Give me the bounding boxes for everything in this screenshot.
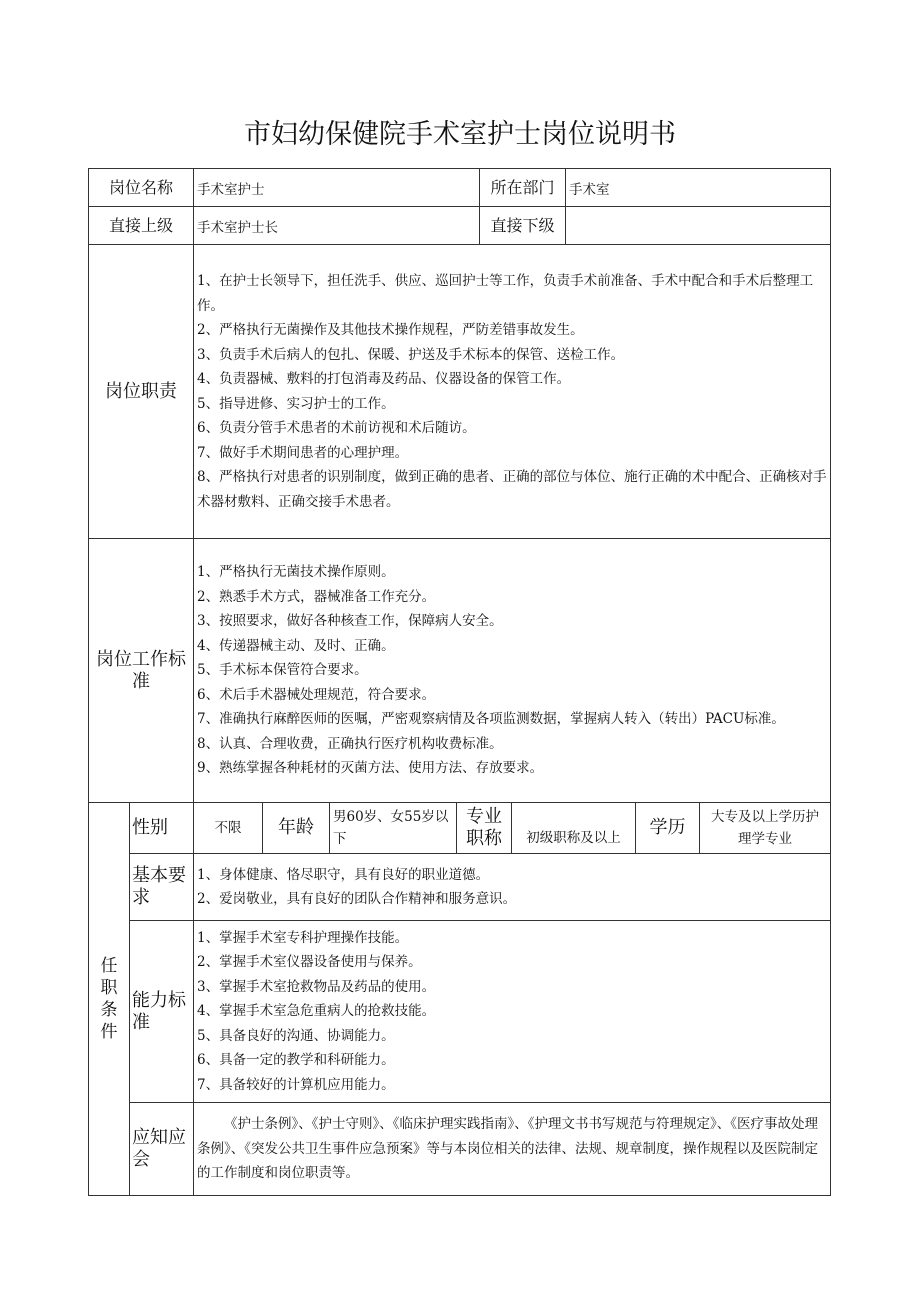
list-item: 4、掌握手术室急危重病人的抢救技能。 — [197, 1003, 436, 1020]
subordinate-value — [565, 206, 831, 245]
duties-label: 岗位职责 — [88, 244, 194, 539]
list-item: 4、传递器械主动、及时、正确。 — [197, 637, 395, 654]
list-item: 1、身体健康、恪尽职守，具有良好的职业道德。 — [197, 866, 490, 883]
education-value: 大专及以上学历护理学专业 — [699, 802, 831, 854]
standards-label: 岗位工作标准 — [88, 538, 194, 803]
standards-content — [193, 538, 831, 803]
list-item: 5、指导进修、实习护士的工作。 — [197, 395, 395, 412]
list-item: 2、爱岗敬业，具有良好的团队合作精神和服务意识。 — [197, 891, 517, 907]
position-name-label: 岗位名称 — [88, 168, 194, 207]
knowledge-text: 《护士条例》、《护士守则》、《临床护理实践指南》、《护理文书书写规范与符理规定》、《医疗事故处理条例》、《突发公共卫生事件应急预案》等与本岗位相关的法律、法规、规章制度，操作规程以及医院制定的工作制度和岗位职责等。 — [197, 1116, 818, 1182]
list-item: 9、熟练掌握各种耗材的灭菌方法、使用方法、存放要求。 — [197, 760, 544, 777]
title-value: 初级职称及以上 — [511, 802, 636, 854]
list-item: 2、严格执行无菌操作及其他技术操作规程，严防差错事故发生。 — [197, 322, 584, 338]
gender-value: 不限 — [193, 802, 263, 854]
list-item: 7、做好手术期间患者的心理护理。 — [197, 444, 409, 461]
knowledge-label: 应知应会 — [129, 1102, 194, 1196]
supervisor-value: 手术室护士长 — [193, 206, 480, 245]
list-item: 8、严格执行对患者的识别制度，做到正确的患者、正确的部位与体位、施行正确的术中配合、正确核对手术器材敷料、正确交接手术患者。 — [197, 469, 827, 510]
list-item: 2、掌握手术室仪器设备使用与保养。 — [197, 954, 422, 971]
supervisor-label: 直接上级 — [88, 206, 194, 245]
list-item: 1、在护士长领导下，担任洗手、供应、巡回护士等工作，负责手术前准备、手术中配合和手术后整理工作。 — [197, 273, 814, 314]
list-item: 1、掌握手术室专科护理操作技能。 — [197, 929, 409, 946]
basic-content — [193, 853, 831, 921]
education-label: 学历 — [635, 802, 700, 854]
list-item: 6、具备一定的教学和科研能力。 — [197, 1052, 395, 1069]
list-item: 3、负责手术后病人的包扎、保暖、护送及手术标本的保管、送检工作。 — [197, 346, 625, 363]
gender-label: 性别 — [129, 802, 194, 854]
list-item: 4、负责器械、敷料的打包消毒及药品、仪器设备的保管工作。 — [197, 371, 571, 387]
list-item: 1、严格执行无菌技术操作原则。 — [197, 564, 395, 581]
ability-label: 能力标准 — [129, 920, 194, 1103]
age-label: 年龄 — [262, 802, 330, 854]
requirements-label: 任职条件 — [88, 802, 130, 1196]
title-label: 专业职称 — [456, 802, 512, 854]
age-value: 男60岁、女55岁以下 — [329, 802, 457, 854]
position-name-value: 手术室护士 — [193, 168, 480, 207]
list-item: 2、熟悉手术方式，器械准备工作充分。 — [197, 588, 436, 605]
list-item: 7、准确执行麻醉医师的医嘱，严密观察病情及各项监测数据，掌握病人转入（转出）PACU标准。 — [197, 711, 785, 728]
list-item: 8、认真、合理收费，正确执行医疗机构收费标准。 — [197, 735, 503, 752]
list-item: 3、按照要求，做好各种核查工作，保障病人安全。 — [197, 613, 503, 630]
ability-content — [193, 920, 831, 1103]
list-item: 6、负责分管手术患者的术前访视和术后随访。 — [197, 420, 476, 436]
department-label: 所在部门 — [479, 168, 566, 207]
list-item: 5、具备良好的沟通、协调能力。 — [197, 1027, 395, 1044]
list-item: 5、手术标本保管符合要求。 — [197, 662, 368, 679]
department-value: 手术室 — [565, 168, 831, 207]
duties-content — [193, 244, 831, 539]
list-item: 6、术后手术器械处理规范，符合要求。 — [197, 686, 436, 703]
list-item: 3、掌握手术室抢救物品及药品的使用。 — [197, 978, 436, 995]
page-title: 市妇幼保健院手术室护士岗位说明书 — [244, 119, 676, 150]
subordinate-label: 直接下级 — [479, 206, 566, 245]
basic-label: 基本要求 — [129, 853, 194, 921]
knowledge-content — [193, 1102, 831, 1196]
list-item: 7、具备较好的计算机应用能力。 — [197, 1076, 395, 1093]
